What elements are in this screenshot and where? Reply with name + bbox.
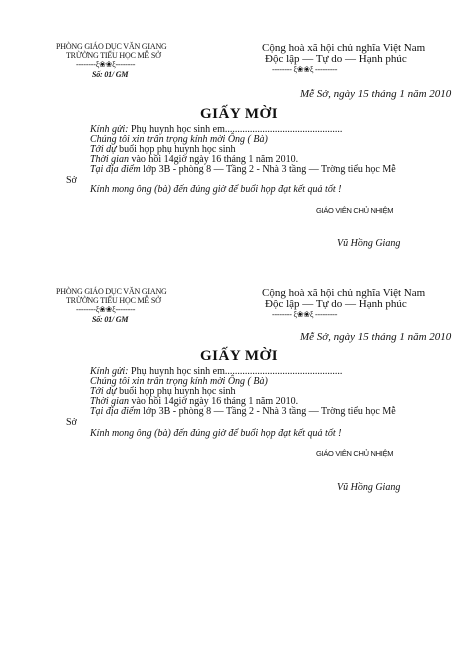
place-label: Tại địa điểm — [90, 406, 141, 417]
document-title: GIẤY MỜI — [200, 106, 279, 122]
nation-name: Cộng hoà xã hội chủ nghĩa Việt Nam — [262, 287, 426, 299]
place-continuation: Sở — [66, 417, 77, 428]
signer-title: GIÁO VIÊN CHỦ NHIỆM — [316, 449, 394, 458]
closing-line: Kính mong ông (bà) đến đúng giờ để buổi họp đạt kết quả tốt ! — [90, 428, 342, 439]
org-ornament: --------ξ❀❀ξ-------- — [76, 60, 136, 69]
place-label: Tại địa điểm — [90, 164, 141, 175]
document-title: GIẤY MỜI — [200, 348, 279, 364]
time-label: Thời gian — [90, 396, 129, 407]
recipient-value: Phụ huynh học sinh em............................................... — [131, 124, 343, 135]
time-value: vào hồi 14giờ ngày 16 tháng 1 năm 2010. — [131, 154, 299, 165]
recipient-label: Kính gửi: — [90, 366, 129, 377]
document-number: Số: 01/ GM — [92, 70, 129, 79]
place-line — [90, 164, 396, 175]
document-number: Số: 01/ GM — [92, 315, 129, 324]
nation-name: Cộng hoà xã hội chủ nghĩa Việt Nam — [262, 42, 426, 54]
school-name: TRỪỜNG TIỂU HỌC MỄ SỞ — [66, 296, 161, 305]
time-value: vào hồi 14giờ ngày 16 tháng 1 năm 2010. — [131, 396, 299, 407]
motto-ornament: -------- ξ❀❀ξ --------- — [272, 65, 338, 74]
school-name: TRỪỜNG TIỂU HỌC MỄ SỞ — [66, 51, 161, 60]
signer-name: Vũ Hồng Giang — [337, 482, 401, 493]
place-date: Mễ Sở, ngày 15 tháng 1 năm 2010 — [300, 88, 452, 100]
place-continuation: Sở — [66, 175, 77, 186]
invite-line: Chúng tôi xin trân trọng kính mời Ông ( Bà) — [90, 134, 268, 145]
signer-title: GIÁO VIÊN CHỦ NHIỆM — [316, 206, 394, 215]
invite-line: Chúng tôi xin trân trọng kính mời Ông ( Bà) — [90, 376, 268, 387]
attend-label: Tới dự — [90, 144, 117, 155]
place-line — [90, 406, 396, 417]
recipient-label: Kính gửi: — [90, 124, 129, 135]
signer-name: Vũ Hồng Giang — [337, 238, 401, 249]
org-ornament: --------ξ❀❀ξ-------- — [76, 305, 136, 314]
attend-value: buổi họp phụ huynh học sinh — [119, 144, 236, 155]
recipient-value: Phụ huynh học sinh em............................................... — [131, 366, 343, 377]
org-name: PHÒNG GIÁO DỤC VĂN GIANG — [56, 287, 167, 296]
motto-ornament: -------- ξ❀❀ξ --------- — [272, 310, 338, 319]
org-name: PHÒNG GIÁO DỤC VĂN GIANG — [56, 42, 167, 51]
time-label: Thời gian — [90, 154, 129, 165]
national-motto: Độc lập — Tự do — Hạnh phúc — [265, 53, 407, 65]
place-value: lớp 3B - phòng 8 — Tầng 2 - Nhà 3 tầng — Trờng tiểu học Mễ — [143, 406, 396, 417]
national-motto: Độc lập — Tự do — Hạnh phúc — [265, 298, 407, 310]
attend-label: Tới dự — [90, 386, 117, 397]
place-date: Mễ Sở, ngày 15 tháng 1 năm 2010 — [300, 331, 452, 343]
place-value: lớp 3B - phòng 8 — Tầng 2 - Nhà 3 tầng — Trờng tiểu học Mễ — [143, 164, 396, 175]
attend-value: buổi họp phụ huynh học sinh — [119, 386, 236, 397]
closing-line: Kính mong ông (bà) đến đúng giờ để buổi họp đạt kết quả tốt ! — [90, 184, 342, 195]
